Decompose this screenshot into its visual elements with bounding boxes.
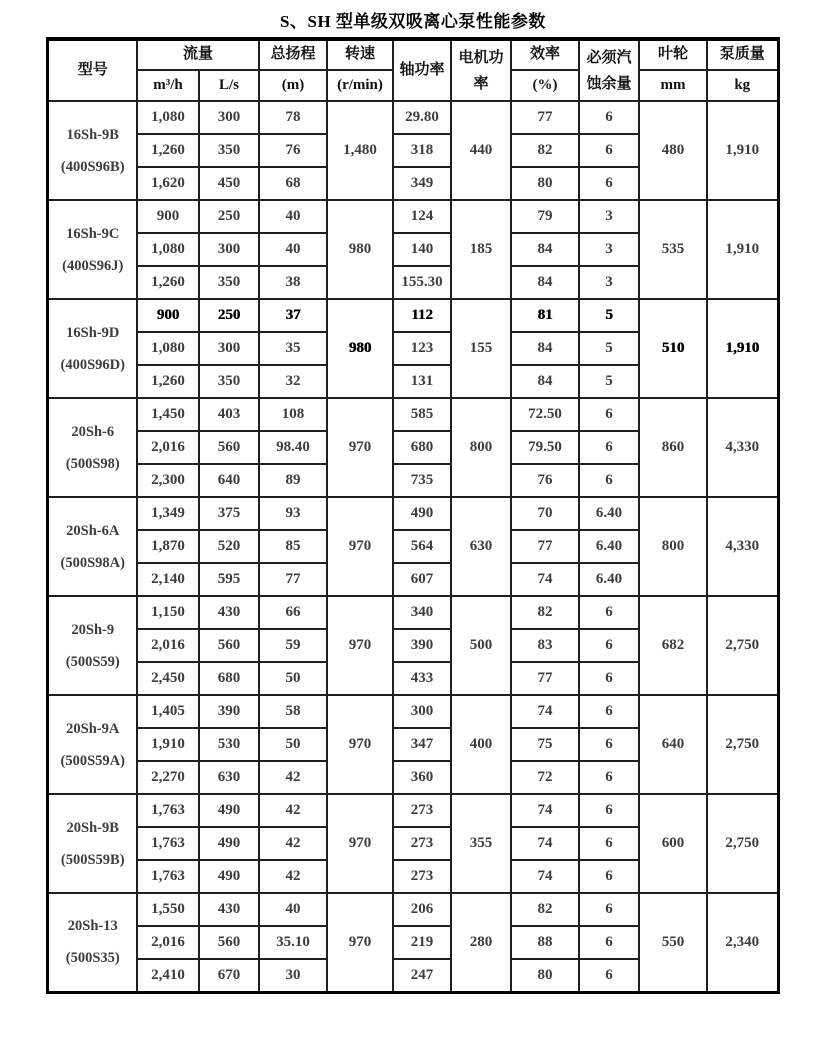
data-row (48, 497, 778, 530)
head-cell: 50 (259, 728, 327, 761)
flow-ls-cell: 350 (199, 134, 259, 167)
flow-ls-cell: 630 (199, 761, 259, 794)
efficiency-cell: 84 (511, 233, 579, 266)
speed-cell: 970 (327, 794, 393, 893)
efficiency-cell: 82 (511, 134, 579, 167)
flow-m3h-cell: 1,620 (137, 167, 199, 200)
npsh-cell: 6 (579, 761, 639, 794)
impeller-cell: 480 (639, 101, 707, 200)
head-cell: 42 (259, 827, 327, 860)
head-cell: 42 (259, 794, 327, 827)
flow-ls-cell: 350 (199, 266, 259, 299)
head-cell: 59 (259, 629, 327, 662)
flow-m3h-cell: 900 (137, 299, 199, 332)
model-code: (400S96D) (60, 356, 125, 373)
flow-ls-cell: 300 (199, 332, 259, 365)
head-cell: 50 (259, 662, 327, 695)
data-row (48, 101, 778, 134)
shaft-power-cell: 273 (393, 827, 451, 860)
col-header-mass: 泵质量 (707, 39, 778, 70)
table-header (48, 39, 778, 101)
flow-ls-cell: 450 (199, 167, 259, 200)
mass-cell: 2,750 (707, 794, 778, 893)
data-row (48, 695, 778, 728)
flow-m3h-cell: 2,140 (137, 563, 199, 596)
col-header-efficiency: 效率 (511, 39, 579, 70)
flow-m3h-cell: 1,910 (137, 728, 199, 761)
npsh-cell: 6 (579, 959, 639, 992)
efficiency-cell: 88 (511, 926, 579, 959)
shaft-power-cell: 318 (393, 134, 451, 167)
npsh-cell: 5 (579, 299, 639, 332)
efficiency-cell: 74 (511, 860, 579, 893)
flow-ls-cell: 250 (199, 200, 259, 233)
model-cell (48, 299, 137, 398)
flow-m3h-cell: 1,763 (137, 860, 199, 893)
efficiency-cell: 77 (511, 101, 579, 134)
col-header-speed: 转速 (327, 39, 393, 70)
shaft-power-cell: 123 (393, 332, 451, 365)
flow-m3h-cell: 1,405 (137, 695, 199, 728)
flow-ls-cell: 430 (199, 893, 259, 926)
data-row (48, 299, 778, 332)
model-name: 16Sh-9B (66, 126, 119, 143)
motor-power-cell: 355 (451, 794, 511, 893)
speed-cell: 970 (327, 893, 393, 992)
flow-m3h-cell: 1,763 (137, 794, 199, 827)
flow-m3h-cell: 1,260 (137, 134, 199, 167)
flow-m3h-cell: 1,080 (137, 332, 199, 365)
impeller-cell: 535 (639, 200, 707, 299)
col-header-head-unit: (m) (259, 70, 327, 101)
model-cell (48, 794, 137, 893)
efficiency-cell: 77 (511, 530, 579, 563)
flow-ls-cell: 670 (199, 959, 259, 992)
head-cell: 98.40 (259, 431, 327, 464)
model-name: 16Sh-9C (66, 225, 120, 242)
impeller-cell: 860 (639, 398, 707, 497)
speed-cell: 1,480 (327, 101, 393, 200)
flow-ls-cell: 375 (199, 497, 259, 530)
impeller-cell: 640 (639, 695, 707, 794)
npsh-cell: 6 (579, 662, 639, 695)
npsh-cell: 6 (579, 926, 639, 959)
npsh-cell: 3 (579, 200, 639, 233)
model-name: 20Sh-9B (66, 819, 119, 836)
npsh-cell: 3 (579, 266, 639, 299)
efficiency-cell: 77 (511, 662, 579, 695)
npsh-cell: 6 (579, 629, 639, 662)
head-cell: 40 (259, 200, 327, 233)
speed-cell: 980 (327, 299, 393, 398)
mass-cell: 2,750 (707, 695, 778, 794)
head-cell: 42 (259, 761, 327, 794)
flow-ls-cell: 520 (199, 530, 259, 563)
impeller-cell: 600 (639, 794, 707, 893)
model-name: 16Sh-9D (66, 324, 120, 341)
flow-m3h-cell: 900 (137, 200, 199, 233)
shaft-power-cell: 124 (393, 200, 451, 233)
flow-ls-cell: 390 (199, 695, 259, 728)
npsh-cell: 6 (579, 794, 639, 827)
efficiency-cell: 72 (511, 761, 579, 794)
npsh-cell: 6 (579, 167, 639, 200)
efficiency-cell: 75 (511, 728, 579, 761)
head-cell: 93 (259, 497, 327, 530)
shaft-power-cell: 273 (393, 794, 451, 827)
npsh-cell: 6 (579, 728, 639, 761)
page-title: S、SH 型单级双吸离心泵性能参数 (280, 12, 546, 31)
npsh-cell: 6.40 (579, 563, 639, 596)
head-cell: 30 (259, 959, 327, 992)
head-cell: 85 (259, 530, 327, 563)
data-row (48, 398, 778, 431)
head-cell: 76 (259, 134, 327, 167)
mass-cell: 2,750 (707, 596, 778, 695)
flow-m3h-cell: 1,080 (137, 233, 199, 266)
head-cell: 68 (259, 167, 327, 200)
flow-m3h-cell: 2,270 (137, 761, 199, 794)
flow-m3h-cell: 1,763 (137, 827, 199, 860)
flow-m3h-cell: 2,450 (137, 662, 199, 695)
col-header-efficiency-unit: (%) (511, 70, 579, 101)
efficiency-cell: 76 (511, 464, 579, 497)
impeller-cell: 682 (639, 596, 707, 695)
col-header-motor-power: 电机功率 (451, 39, 511, 101)
flow-m3h-cell: 1,080 (137, 101, 199, 134)
shaft-power-cell: 140 (393, 233, 451, 266)
flow-ls-cell: 430 (199, 596, 259, 629)
flow-m3h-cell: 2,016 (137, 926, 199, 959)
impeller-cell: 550 (639, 893, 707, 992)
speed-cell: 980 (327, 200, 393, 299)
head-cell: 35 (259, 332, 327, 365)
impeller-cell: 800 (639, 497, 707, 596)
data-row (48, 596, 778, 629)
flow-ls-cell: 250 (199, 299, 259, 332)
motor-power-cell: 500 (451, 596, 511, 695)
shaft-power-cell: 390 (393, 629, 451, 662)
shaft-power-cell: 433 (393, 662, 451, 695)
npsh-cell: 6 (579, 695, 639, 728)
flow-m3h-cell: 2,300 (137, 464, 199, 497)
efficiency-cell: 79 (511, 200, 579, 233)
model-cell (48, 695, 137, 794)
head-cell: 37 (259, 299, 327, 332)
head-cell: 108 (259, 398, 327, 431)
flow-ls-cell: 300 (199, 233, 259, 266)
impeller-cell: 510 (639, 299, 707, 398)
motor-power-cell: 155 (451, 299, 511, 398)
flow-m3h-cell: 1,450 (137, 398, 199, 431)
head-cell: 58 (259, 695, 327, 728)
efficiency-cell: 84 (511, 266, 579, 299)
model-cell (48, 398, 137, 497)
shaft-power-cell: 155.30 (393, 266, 451, 299)
model-name: 20Sh-9 (71, 621, 115, 638)
head-cell: 32 (259, 365, 327, 398)
flow-ls-cell: 350 (199, 365, 259, 398)
mass-cell: 4,330 (707, 398, 778, 497)
npsh-cell: 6 (579, 596, 639, 629)
mass-cell: 1,910 (707, 299, 778, 398)
head-cell: 66 (259, 596, 327, 629)
col-header-npsh: 必须汽蚀余量 (579, 39, 639, 101)
model-name: 20Sh-9A (66, 720, 120, 737)
model-code: (400S96J) (62, 257, 124, 274)
npsh-cell: 6 (579, 893, 639, 926)
model-code: (500S35) (65, 950, 120, 967)
efficiency-cell: 74 (511, 827, 579, 860)
efficiency-cell: 83 (511, 629, 579, 662)
shaft-power-cell: 360 (393, 761, 451, 794)
npsh-cell: 3 (579, 233, 639, 266)
model-code: (500S59) (65, 653, 120, 670)
model-cell (48, 893, 137, 992)
flow-ls-cell: 490 (199, 794, 259, 827)
efficiency-cell: 82 (511, 893, 579, 926)
shaft-power-cell: 680 (393, 431, 451, 464)
shaft-power-cell: 29.80 (393, 101, 451, 134)
model-cell (48, 200, 137, 299)
col-header-impeller-unit: mm (639, 70, 707, 101)
motor-power-cell: 800 (451, 398, 511, 497)
shaft-power-cell: 564 (393, 530, 451, 563)
data-row (48, 794, 778, 827)
mass-cell: 1,910 (707, 101, 778, 200)
data-row (48, 893, 778, 926)
model-code: (500S98A) (60, 554, 125, 571)
col-header-head: 总扬程 (259, 39, 327, 70)
flow-ls-cell: 403 (199, 398, 259, 431)
col-header-impeller: 叶轮 (639, 39, 707, 70)
npsh-cell: 6.40 (579, 530, 639, 563)
model-name: 20Sh-6A (66, 522, 120, 539)
flow-m3h-cell: 2,410 (137, 959, 199, 992)
flow-m3h-cell: 1,550 (137, 893, 199, 926)
flow-ls-cell: 490 (199, 860, 259, 893)
flow-ls-cell: 560 (199, 431, 259, 464)
model-cell (48, 497, 137, 596)
head-cell: 89 (259, 464, 327, 497)
head-cell: 38 (259, 266, 327, 299)
shaft-power-cell: 112 (393, 299, 451, 332)
model-name: 20Sh-13 (67, 918, 118, 935)
speed-cell: 970 (327, 596, 393, 695)
col-header-flow: 流量 (137, 39, 259, 70)
model-cell (48, 596, 137, 695)
efficiency-cell: 84 (511, 332, 579, 365)
speed-cell: 970 (327, 398, 393, 497)
shaft-power-cell: 206 (393, 893, 451, 926)
header-row-1 (48, 39, 778, 70)
efficiency-cell: 81 (511, 299, 579, 332)
motor-power-cell: 400 (451, 695, 511, 794)
shaft-power-cell: 219 (393, 926, 451, 959)
model-code: (500S59B) (60, 851, 125, 868)
motor-power-cell: 630 (451, 497, 511, 596)
col-header-shaft-power: 轴功率 (393, 39, 451, 101)
head-cell: 78 (259, 101, 327, 134)
model-code: (400S96B) (60, 158, 125, 175)
efficiency-cell: 74 (511, 794, 579, 827)
flow-ls-cell: 680 (199, 662, 259, 695)
col-header-speed-unit: (r/min) (327, 70, 393, 101)
flow-ls-cell: 560 (199, 629, 259, 662)
table-body (48, 101, 778, 992)
shaft-power-cell: 607 (393, 563, 451, 596)
col-header-flow-m3h: m³/h (137, 70, 199, 101)
efficiency-cell: 84 (511, 365, 579, 398)
head-cell: 40 (259, 893, 327, 926)
head-cell: 77 (259, 563, 327, 596)
flow-ls-cell: 595 (199, 563, 259, 596)
mass-cell: 4,330 (707, 497, 778, 596)
shaft-power-cell: 273 (393, 860, 451, 893)
flow-ls-cell: 490 (199, 827, 259, 860)
flow-m3h-cell: 1,870 (137, 530, 199, 563)
head-cell: 40 (259, 233, 327, 266)
shaft-power-cell: 585 (393, 398, 451, 431)
speed-cell: 970 (327, 497, 393, 596)
flow-ls-cell: 300 (199, 101, 259, 134)
flow-m3h-cell: 2,016 (137, 629, 199, 662)
model-code: (500S98) (65, 455, 120, 472)
efficiency-cell: 82 (511, 596, 579, 629)
efficiency-cell: 80 (511, 959, 579, 992)
model-cell (48, 101, 137, 200)
col-header-flow-ls: L/s (199, 70, 259, 101)
model-name: 20Sh-6 (71, 423, 115, 440)
head-cell: 35.10 (259, 926, 327, 959)
npsh-cell: 6 (579, 464, 639, 497)
model-code: (500S59A) (60, 752, 125, 769)
efficiency-cell: 70 (511, 497, 579, 530)
shaft-power-cell: 347 (393, 728, 451, 761)
flow-ls-cell: 530 (199, 728, 259, 761)
motor-power-cell: 280 (451, 893, 511, 992)
pump-parameters-table (46, 37, 779, 994)
col-header-model: 型号 (48, 39, 137, 101)
npsh-cell: 6 (579, 398, 639, 431)
flow-ls-cell: 640 (199, 464, 259, 497)
efficiency-cell: 74 (511, 563, 579, 596)
shaft-power-cell: 349 (393, 167, 451, 200)
speed-cell: 970 (327, 695, 393, 794)
npsh-cell: 6 (579, 827, 639, 860)
npsh-cell: 5 (579, 365, 639, 398)
mass-cell: 2,340 (707, 893, 778, 992)
npsh-cell: 6 (579, 431, 639, 464)
shaft-power-cell: 247 (393, 959, 451, 992)
npsh-cell: 6 (579, 101, 639, 134)
npsh-cell: 6.40 (579, 497, 639, 530)
shaft-power-cell: 300 (393, 695, 451, 728)
flow-m3h-cell: 1,260 (137, 365, 199, 398)
head-cell: 42 (259, 860, 327, 893)
npsh-cell: 5 (579, 332, 639, 365)
efficiency-cell: 79.50 (511, 431, 579, 464)
motor-power-cell: 440 (451, 101, 511, 200)
efficiency-cell: 74 (511, 695, 579, 728)
shaft-power-cell: 131 (393, 365, 451, 398)
flow-m3h-cell: 2,016 (137, 431, 199, 464)
flow-m3h-cell: 1,349 (137, 497, 199, 530)
shaft-power-cell: 340 (393, 596, 451, 629)
npsh-cell: 6 (579, 860, 639, 893)
col-header-mass-unit: kg (707, 70, 778, 101)
data-row (48, 200, 778, 233)
efficiency-cell: 72.50 (511, 398, 579, 431)
shaft-power-cell: 735 (393, 464, 451, 497)
shaft-power-cell: 490 (393, 497, 451, 530)
npsh-cell: 6 (579, 134, 639, 167)
flow-m3h-cell: 1,260 (137, 266, 199, 299)
flow-ls-cell: 560 (199, 926, 259, 959)
mass-cell: 1,910 (707, 200, 778, 299)
efficiency-cell: 80 (511, 167, 579, 200)
motor-power-cell: 185 (451, 200, 511, 299)
flow-m3h-cell: 1,150 (137, 596, 199, 629)
